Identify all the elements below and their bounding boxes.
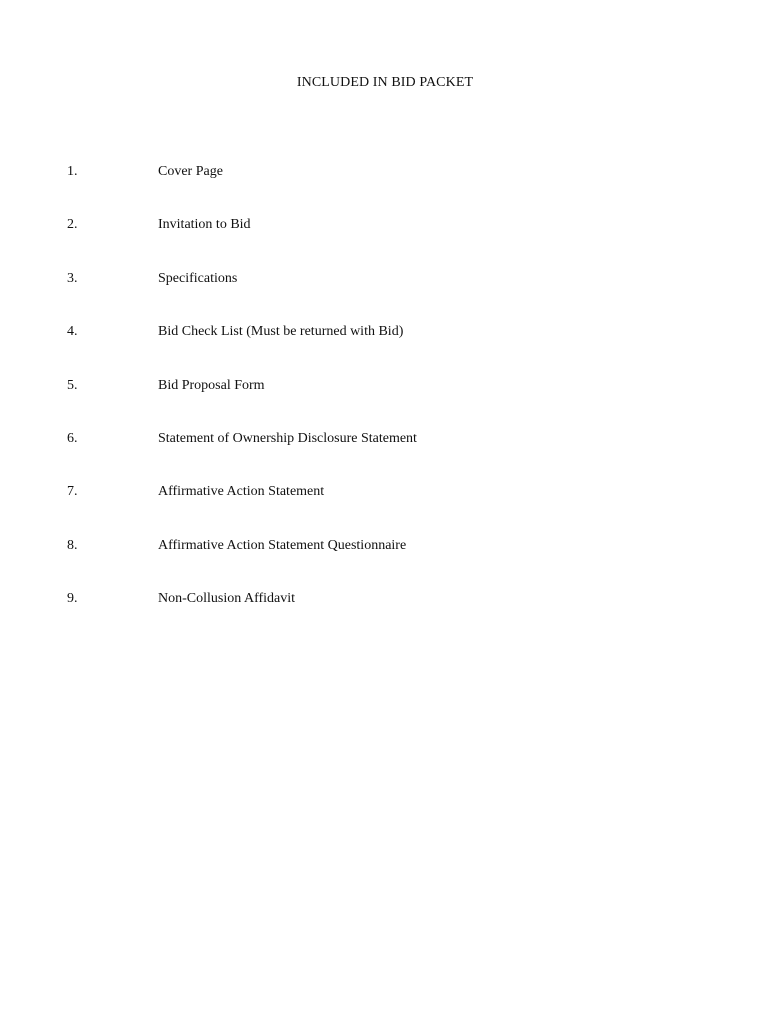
item-number: 1. <box>67 164 78 179</box>
list-item <box>0 271 770 324</box>
item-text: Cover Page <box>158 164 223 179</box>
list-item <box>0 538 770 591</box>
list-item <box>0 217 770 270</box>
item-number: 4. <box>67 324 78 340</box>
list-item <box>0 164 770 217</box>
list-item <box>0 324 770 377</box>
list-item <box>0 591 770 644</box>
page-title: INCLUDED IN BID PACKET <box>296 75 474 90</box>
item-number: 5. <box>67 377 78 393</box>
bid-packet-list <box>0 164 770 645</box>
list-item <box>0 431 770 484</box>
item-text: Statement of Ownership Disclosure Statement <box>158 430 417 446</box>
item-text: Affirmative Action Statement Questionnaire <box>158 537 407 553</box>
item-number: 8. <box>67 537 78 553</box>
item-number: 9. <box>67 591 78 607</box>
item-text: Bid Check List (Must be returned with Bid) <box>158 324 404 340</box>
item-text: Invitation to Bid <box>158 217 251 233</box>
item-text: Affirmative Action Statement <box>158 484 325 500</box>
item-text: Specifications <box>158 270 238 286</box>
list-item <box>0 378 770 431</box>
item-text: Non-Collusion Affidavit <box>158 591 296 607</box>
item-number: 3. <box>67 270 78 286</box>
item-number: 6. <box>67 430 78 446</box>
list-item <box>0 484 770 537</box>
item-number: 2. <box>67 217 78 233</box>
item-text: Bid Proposal Form <box>158 377 265 393</box>
item-number: 7. <box>67 484 78 500</box>
